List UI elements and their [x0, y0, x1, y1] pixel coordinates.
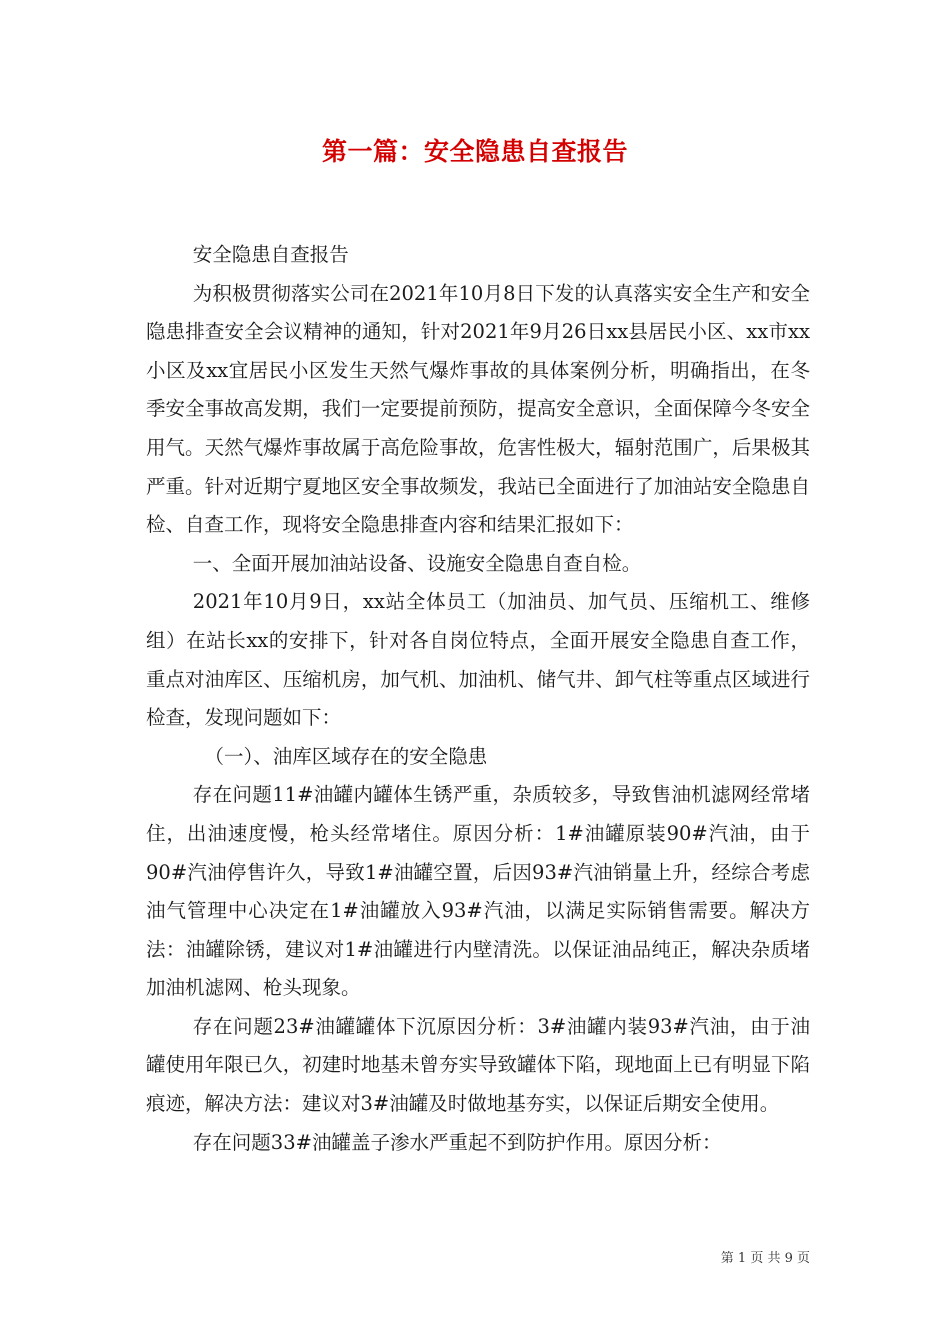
- paragraph-inspection: 2021年10月9日，xx站全体员工（加油员、加气员、压缩机工、维修组）在站长xx的安排下，针对各自岗位特点，全面开展安全隐患自查工作，重点对油库区、压缩机房，加气机、加油机、储气井、卸气柱等重点区域进行检查，发现问题如下：: [146, 590, 810, 730]
- page-number: 第 1 页 共 9 页: [720, 1251, 810, 1266]
- paragraph-intro: 为积极贯彻落实公司在2021年10月8日下发的认真落实安全生产和安全隐患排查安全会议精神的通知，针对2021年9月26日xx县居民小区、xx市xx小区及xx宜居民小区发生天然气爆炸事故的具体案例分析，明确指出，在冬季安全事故高发期，我们一定要提前预防，提高安全意识，全面保障今冬安全用气。天然气爆炸事故属于高危险事故，危害性极大，辐射范围广，后果极其严重。针对近期宁夏地区安全事故频发，我站已全面进行了加油站安全隐患自检、自查工作，现将安全隐患排查内容和结果汇报如下：: [146, 281, 810, 537]
- paragraph-section-heading: 一、全面开展加油站设备、设施安全隐患自查自检。: [192, 551, 642, 575]
- paragraph-issue-2: 存在问题23#油罐罐体下沉原因分析：3#油罐内装93#汽油，由于油罐使用年限已久，初建时地基未曾夯实导致罐体下陷，现地面上已有明显下陷痕迹，解决方法：建议对3#油罐及时做地基夯实，以保证后期安全使用。: [146, 1014, 810, 1116]
- document-body: [146, 236, 810, 1162]
- paragraph-subsection-heading: （一）、油库区域存在的安全隐患: [204, 744, 488, 768]
- paragraph-issue-1: 存在问题11#油罐内罐体生锈严重，杂质较多，导致售油机滤网经常堵住，出油速度慢，枪头经常堵住。原因分析：1#油罐原装90#汽油，由于90#汽油停售许久，导致1#油罐空置，后因93#汽油销量上升，经综合考虑油气管理中心决定在1#油罐放入93#汽油，以满足实际销售需要。解决方法：油罐除锈，建议对1#油罐进行内壁清洗。以保证油品纯正，解决杂质堵加油机滤网、枪头现象。: [146, 783, 810, 1000]
- paragraph-subtitle: 安全隐患自查报告: [192, 243, 349, 266]
- paragraph-issue-3: 存在问题33#油罐盖子渗水严重起不到防护作用。原因分析：: [192, 1130, 722, 1154]
- document-title: 第一篇：安全隐患自查报告: [321, 137, 628, 166]
